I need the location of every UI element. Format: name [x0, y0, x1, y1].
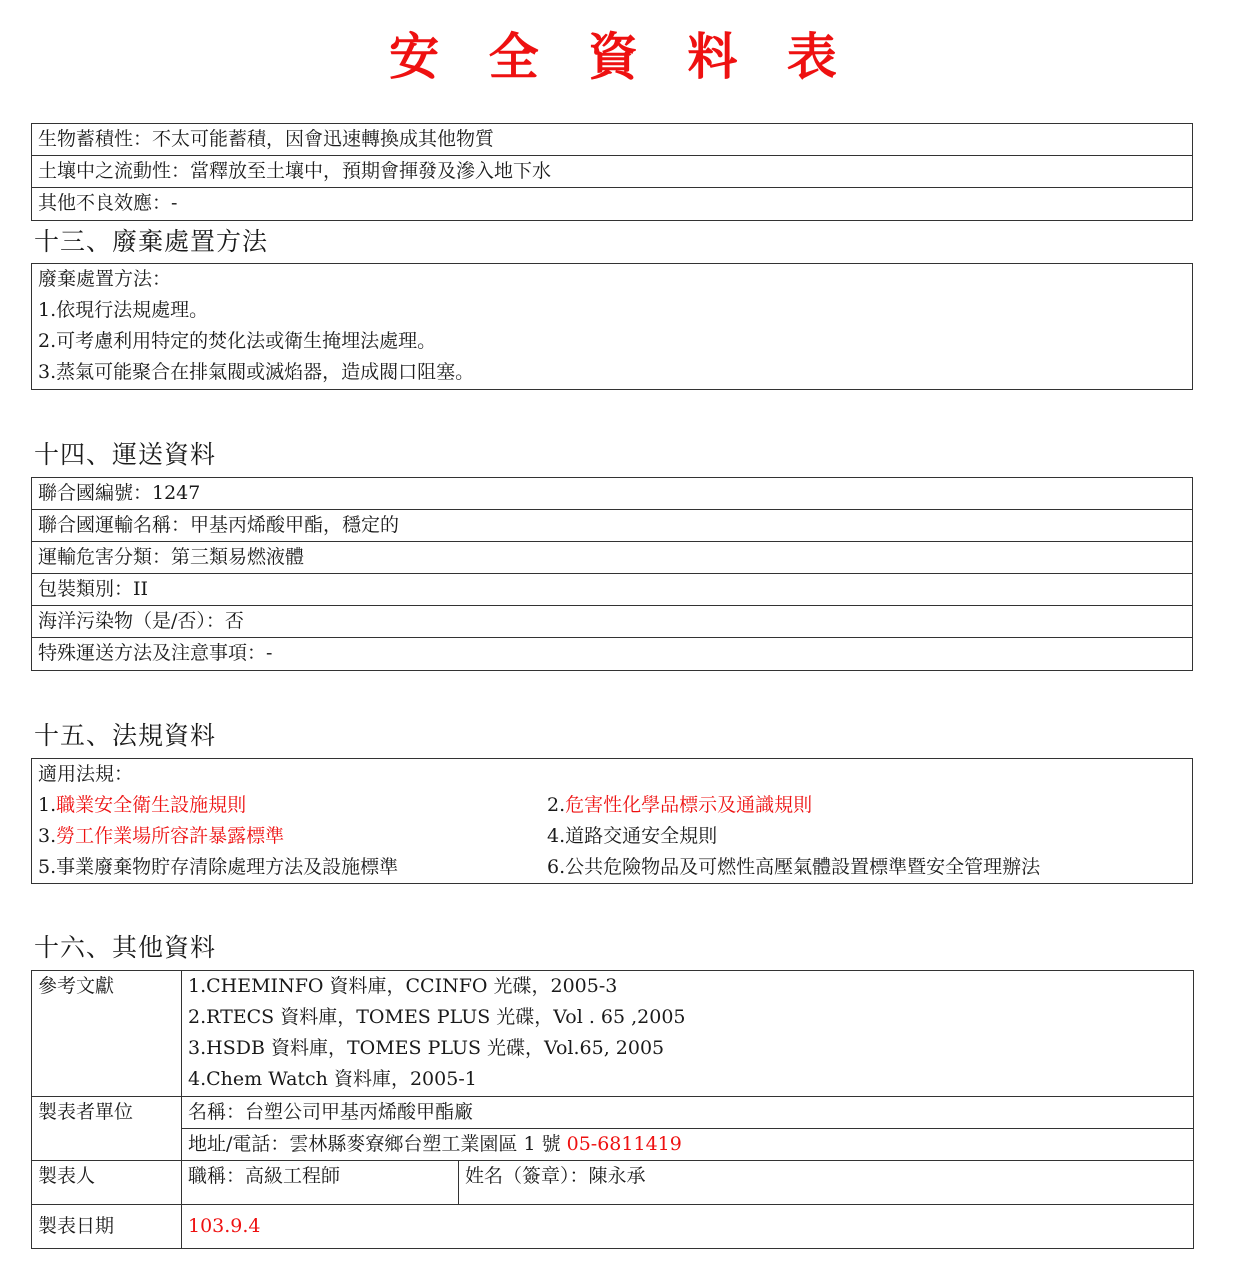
regulation-text: 公共危險物品及可燃性高壓氣體設置標準暨安全管理辦法 — [565, 856, 1041, 878]
disposal-label: 廢棄處置方法： — [38, 268, 172, 290]
reference-item: 4.Chem Watch 資料庫，2005-1 — [188, 1068, 477, 1090]
marine-pollutant-row: 海洋污染物（是/否）：否 — [32, 606, 1192, 638]
regulation-num: 2. — [547, 794, 566, 816]
regulation-text: 事業廢棄物貯存清除處理方法及設施標準 — [56, 856, 399, 878]
other-effects-row: 其他不良效應：- — [38, 192, 178, 214]
regulation-num: 4. — [547, 825, 566, 847]
disposal-item: 2.可考慮利用特定的焚化法或衛生掩埋法處理。 — [38, 330, 437, 352]
regulations-box — [31, 758, 1193, 884]
regulation-link[interactable]: 危害性化學品標示及通識規則 — [565, 794, 813, 816]
regulations-line — [32, 852, 1192, 883]
regulations-line — [32, 821, 1192, 852]
section-15-heading: 十五、法規資料 — [34, 721, 217, 750]
regulation-num: 3. — [38, 825, 57, 847]
section-14-heading: 十四、運送資料 — [34, 440, 217, 469]
document-title: 安 全 資 料 表 — [389, 27, 853, 86]
hazard-class-row: 運輸危害分類：第三類易燃液體 — [32, 542, 1192, 574]
reference-item: 2.RTECS 資料庫，TOMES PLUS 光碟，Vol . 65 ,2005 — [188, 1006, 686, 1028]
regulation-link[interactable]: 職業安全衛生設施規則 — [56, 794, 247, 816]
section-16-heading: 十六、其他資料 — [34, 933, 217, 962]
maker-unit-label: 製表者單位 — [32, 1097, 182, 1161]
section-13-heading: 十三、廢棄處置方法 — [34, 227, 269, 256]
maker-address-cell — [182, 1129, 1194, 1161]
regulation-num: 1. — [38, 794, 57, 816]
bioaccumulation-row: 生物蓄積性：不太可能蓄積，因會迅速轉換成其他物質 — [32, 124, 1192, 156]
reference-item: 3.HSDB 資料庫，TOMES PLUS 光碟，Vol.65, 2005 — [188, 1037, 665, 1059]
regulation-text: 道路交通安全規則 — [565, 825, 718, 847]
un-number-row: 聯合國編號：1247 — [32, 478, 1192, 510]
preparer-title: 職稱：高級工程師 — [182, 1161, 459, 1205]
references-cell — [182, 971, 1194, 1097]
preparer-label: 製表人 — [32, 1161, 182, 1205]
date-value: 103.9.4 — [182, 1205, 1194, 1249]
regulation-item-4 — [547, 821, 717, 852]
disposal-box — [31, 263, 1193, 390]
regulation-link[interactable]: 勞工作業場所容許暴露標準 — [56, 825, 285, 847]
date-label: 製表日期 — [32, 1205, 182, 1249]
maker-name-cell: 名稱：台塑公司甲基丙烯酸甲酯廠 — [182, 1097, 1194, 1129]
regulation-item-3[interactable] — [38, 825, 284, 847]
un-shipping-name-row: 聯合國運輸名稱：甲基丙烯酸甲酯，穩定的 — [32, 510, 1192, 542]
regulation-item-6 — [547, 852, 1040, 883]
ecological-info-box — [31, 123, 1193, 221]
regulation-item-1[interactable] — [38, 794, 246, 816]
maker-address: 地址/電話：雲林縣麥寮鄉台塑工業園區 1 號 — [188, 1133, 567, 1155]
disposal-item: 3.蒸氣可能聚合在排氣閥或滅焰器，造成閥口阻塞。 — [38, 361, 475, 383]
regulations-label: 適用法規： — [38, 763, 134, 785]
preparer-name: 姓名（簽章）：陳永承 — [459, 1161, 1194, 1205]
packing-group-row: 包裝類別：II — [32, 574, 1192, 606]
soil-mobility-row: 土壤中之流動性：當釋放至土壤中，預期會揮發及滲入地下水 — [32, 156, 1192, 188]
transport-box — [31, 477, 1193, 671]
references-label: 參考文獻 — [32, 971, 182, 1097]
regulation-num: 5. — [38, 856, 57, 878]
regulations-line — [32, 790, 1192, 821]
regulation-num: 6. — [547, 856, 566, 878]
special-transport-row: 特殊運送方法及注意事項：- — [38, 642, 273, 664]
other-info-table — [31, 970, 1194, 1249]
regulation-item-2[interactable] — [547, 790, 812, 821]
reference-item: 1.CHEMINFO 資料庫，CCINFO 光碟，2005-3 — [188, 975, 618, 997]
maker-phone[interactable]: 05-6811419 — [566, 1133, 682, 1155]
regulation-item-5 — [38, 856, 398, 878]
disposal-item: 1.依現行法規處理。 — [38, 299, 209, 321]
